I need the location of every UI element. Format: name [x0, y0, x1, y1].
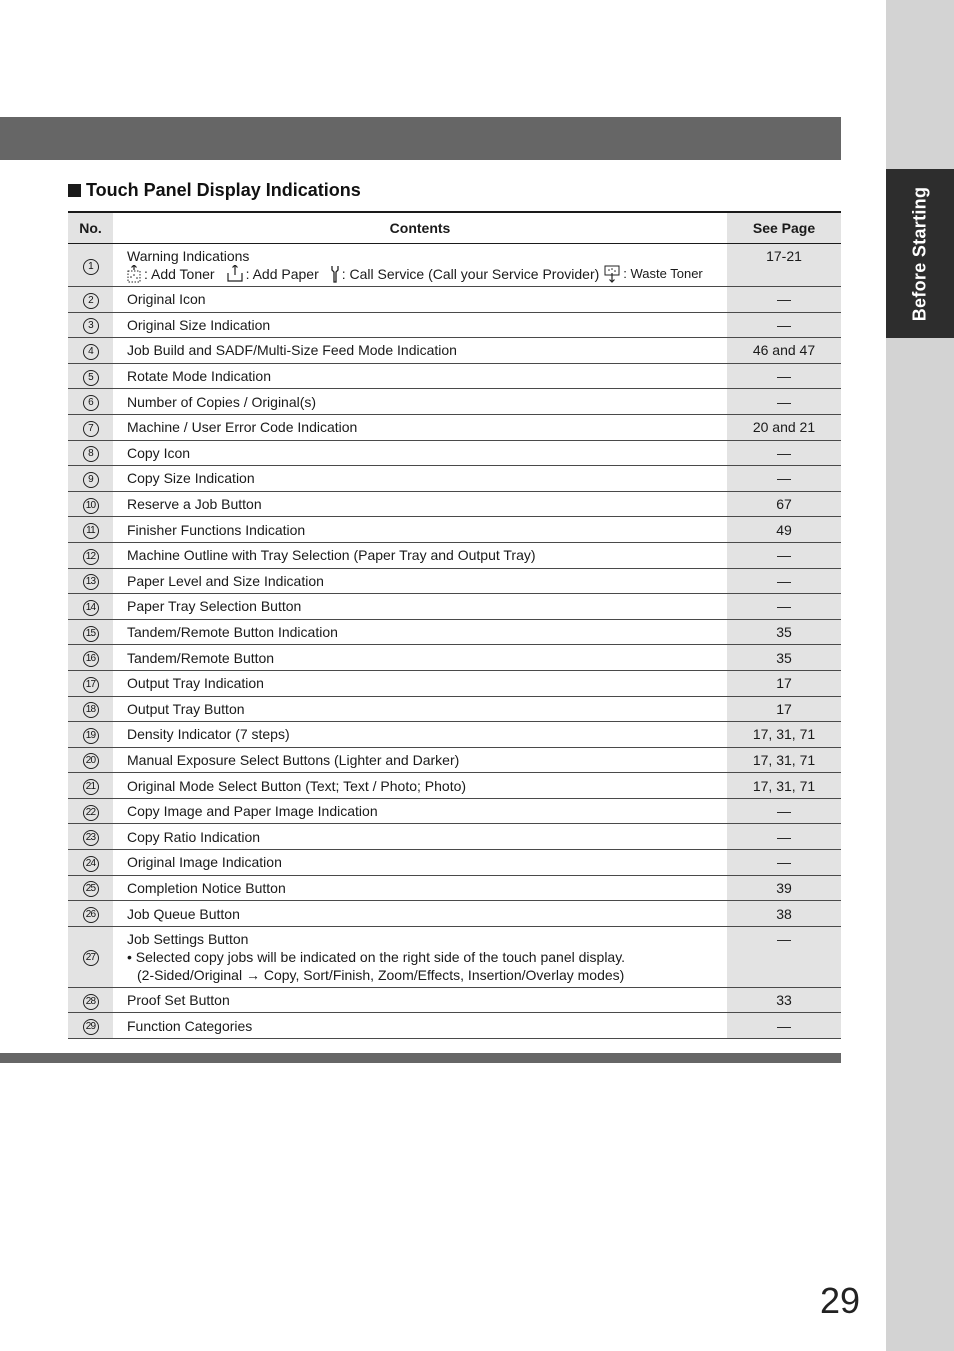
table-row	[68, 670, 841, 696]
row-contents: Original Size Indication	[113, 312, 727, 338]
row-number: 24	[83, 856, 99, 872]
table-row	[68, 440, 841, 466]
table-row	[68, 747, 841, 773]
header-see-page: See Page	[727, 212, 841, 244]
row-page: —	[727, 440, 841, 466]
add-paper-label: : Add Paper	[245, 266, 319, 282]
table-row	[68, 542, 841, 568]
table-row	[68, 901, 841, 927]
row-contents: Copy Size Indication	[113, 466, 727, 492]
row-page: 17	[727, 670, 841, 696]
row-contents: Copy Image and Paper Image Indication	[113, 798, 727, 824]
chapter-tab	[886, 169, 954, 338]
table-row	[68, 414, 841, 440]
row-number: 1	[83, 259, 99, 275]
row-number: 18	[83, 702, 99, 718]
row-page: 46 and 47	[727, 338, 841, 364]
row-number: 20	[83, 753, 99, 769]
table-row	[68, 773, 841, 799]
row-number: 16	[83, 651, 99, 667]
call-service-label: : Call Service (Call your Service Provider)	[341, 266, 600, 282]
row-contents: Finisher Functions Indication	[113, 517, 727, 543]
row-number: 2	[83, 293, 99, 309]
row-contents: Reserve a Job Button	[113, 491, 727, 517]
row-contents: Job Queue Button	[113, 901, 727, 927]
row-number: 14	[83, 600, 99, 616]
job-settings-note: • Selected copy jobs will be indicated on the right side of the touch panel display.	[127, 948, 626, 965]
indications-table	[68, 211, 841, 1039]
table-row	[68, 338, 841, 364]
row-contents: Density Indicator (7 steps)	[113, 722, 727, 748]
table-row	[68, 312, 841, 338]
row-page: 17	[727, 696, 841, 722]
row-contents	[113, 244, 727, 287]
row-number: 5	[83, 370, 99, 386]
warning-title: Warning Indications	[127, 248, 250, 264]
row-number: 19	[83, 728, 99, 744]
row-page: —	[727, 542, 841, 568]
table-row	[68, 491, 841, 517]
row-page: 17, 31, 71	[727, 722, 841, 748]
row-contents	[113, 926, 727, 987]
row-page: —	[727, 287, 841, 313]
row-number: 17	[83, 677, 99, 693]
add-toner-icon	[127, 265, 141, 283]
row-number: 28	[83, 994, 99, 1010]
row-page: 17, 31, 71	[727, 747, 841, 773]
table-row	[68, 389, 841, 415]
row-number: 23	[83, 830, 99, 846]
row-contents: Tandem/Remote Button Indication	[113, 619, 727, 645]
row-number: 3	[83, 318, 99, 334]
row-contents: Output Tray Indication	[113, 670, 727, 696]
warning-icons-line	[127, 265, 727, 283]
row-contents: Copy Icon	[113, 440, 727, 466]
table-row	[68, 824, 841, 850]
row-number: 10	[83, 498, 99, 514]
table-row	[68, 850, 841, 876]
table-row	[68, 517, 841, 543]
table-row	[68, 696, 841, 722]
row-page: —	[727, 568, 841, 594]
row-page: 17, 31, 71	[727, 773, 841, 799]
row-page: 35	[727, 645, 841, 671]
row-page: —	[727, 312, 841, 338]
row-page: —	[727, 1013, 841, 1039]
table-row	[68, 287, 841, 313]
row-contents: Function Categories	[113, 1013, 727, 1039]
waste-toner-label: : Waste Toner	[623, 266, 703, 281]
row-page: 20 and 21	[727, 414, 841, 440]
table-row	[68, 798, 841, 824]
wrench-icon	[331, 265, 339, 283]
add-toner-label: : Add Toner	[144, 266, 215, 282]
waste-toner-icon	[604, 265, 620, 283]
row-page: —	[727, 466, 841, 492]
row-number: 11	[83, 523, 99, 539]
row-page: 49	[727, 517, 841, 543]
row-page: —	[727, 389, 841, 415]
row-contents: Original Image Indication	[113, 850, 727, 876]
table-row	[68, 619, 841, 645]
row-number: 8	[83, 446, 99, 462]
row-contents: Proof Set Button	[113, 987, 727, 1013]
row-page: 38	[727, 901, 841, 927]
row-page: —	[727, 594, 841, 620]
row-number: 13	[83, 574, 99, 590]
row-page: —	[727, 363, 841, 389]
row-number: 7	[83, 421, 99, 437]
add-paper-icon	[227, 265, 243, 283]
job-settings-note-detail: (2-Sided/Original → Copy, Sort/Finish, Zoom/Effects, Insertion/Overlay modes)	[137, 966, 625, 983]
table-row	[68, 875, 841, 901]
row-page: —	[727, 798, 841, 824]
row-number: 27	[83, 950, 99, 966]
chapter-tab-label: Before Starting	[909, 186, 930, 321]
row-page: 17-21	[727, 244, 841, 287]
header-no: No.	[68, 212, 113, 244]
row-contents: Machine / User Error Code Indication	[113, 414, 727, 440]
header-contents: Contents	[113, 212, 727, 244]
row-number: 29	[83, 1019, 99, 1035]
table-row	[68, 1013, 841, 1039]
footer-band	[0, 1053, 841, 1063]
row-contents: Paper Tray Selection Button	[113, 594, 727, 620]
row-number: 26	[83, 907, 99, 923]
row-number: 4	[83, 344, 99, 360]
row-page: 67	[727, 491, 841, 517]
section-title	[68, 180, 361, 201]
section-title-text: Touch Panel Display Indications	[86, 180, 361, 200]
row-contents: Job Build and SADF/Multi-Size Feed Mode Indication	[113, 338, 727, 364]
row-page: —	[727, 926, 841, 987]
table-row	[68, 722, 841, 748]
row-number: 21	[83, 779, 99, 795]
row-contents: Paper Level and Size Indication	[113, 568, 727, 594]
row-contents: Copy Ratio Indication	[113, 824, 727, 850]
row-contents: Manual Exposure Select Buttons (Lighter and Darker)	[113, 747, 727, 773]
table-row	[68, 568, 841, 594]
row-number: 25	[83, 881, 99, 897]
row-contents: Original Mode Select Button (Text; Text / Photo; Photo)	[113, 773, 727, 799]
row-page: 39	[727, 875, 841, 901]
row-contents: Output Tray Button	[113, 696, 727, 722]
row-number: 12	[83, 549, 99, 565]
row-page: —	[727, 850, 841, 876]
table-row	[68, 244, 841, 287]
job-settings-title: Job Settings Button	[127, 930, 249, 947]
row-contents: Tandem/Remote Button	[113, 645, 727, 671]
row-number: 22	[83, 805, 99, 821]
row-page: —	[727, 824, 841, 850]
header-band	[0, 117, 841, 160]
row-number: 15	[83, 626, 99, 642]
table-row	[68, 987, 841, 1013]
row-contents: Rotate Mode Indication	[113, 363, 727, 389]
row-contents: Original Icon	[113, 287, 727, 313]
row-page: 35	[727, 619, 841, 645]
row-contents: Number of Copies / Original(s)	[113, 389, 727, 415]
square-bullet-icon	[68, 184, 81, 197]
table-row	[68, 594, 841, 620]
row-contents: Machine Outline with Tray Selection (Paper Tray and Output Tray)	[113, 542, 727, 568]
row-number: 9	[83, 472, 99, 488]
table-row	[68, 645, 841, 671]
row-page: 33	[727, 987, 841, 1013]
row-number: 6	[83, 395, 99, 411]
table-row	[68, 926, 841, 987]
table-row	[68, 363, 841, 389]
table-row	[68, 466, 841, 492]
table-header-row	[68, 212, 841, 244]
row-contents: Completion Notice Button	[113, 875, 727, 901]
page-number: 29	[820, 1280, 861, 1321]
